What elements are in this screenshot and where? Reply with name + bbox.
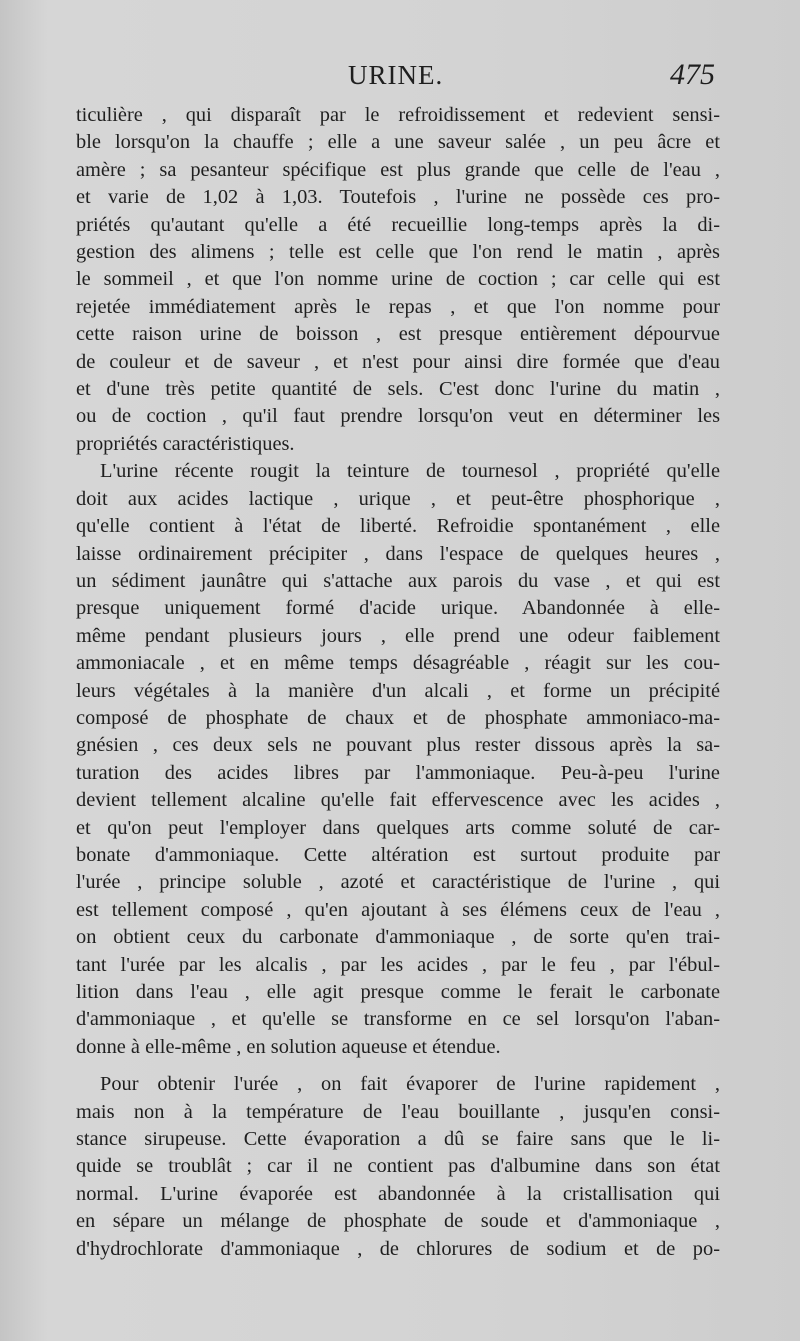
text-line: le sommeil , et que l'on nomme urine de coction ; car celle qui est <box>76 268 720 291</box>
text-line: gestion des alimens ; telle est celle que l'on rend le matin , après <box>76 241 720 264</box>
text-line: amère ; sa pesanteur spécifique est plus grande que celle de l'eau , <box>76 158 720 181</box>
text-line: est tellement composé , qu'en ajoutant à ses élémens ceux de l'eau , <box>76 898 720 921</box>
running-title: URINE. <box>348 60 444 90</box>
paragraph-3 <box>76 1071 720 1263</box>
text-line: et varie de 1,02 à 1,03. Toutefois , l'urine ne possède ces pro- <box>76 186 720 209</box>
text-line: de couleur et de saveur , et n'est pour ainsi dire formée que d'eau <box>76 350 720 373</box>
text-line: normal. L'urine évaporée est abandonnée à la cristallisation qui <box>76 1182 720 1205</box>
text-line: ble lorsqu'on la chauffe ; elle a une saveur salée , un peu âcre et <box>76 131 720 154</box>
text-line: doit aux acides lactique , urique , et peut-être phosphorique , <box>76 487 720 510</box>
text-line: qu'elle contient à l'état de liberté. Refroidie spontanément , elle <box>76 515 720 538</box>
text-line: ou de coction , qu'il faut prendre lorsqu'on veut en déterminer les <box>76 405 720 428</box>
page-number: 475 <box>670 58 715 91</box>
text-line: même pendant plusieurs jours , elle prend une odeur faiblement <box>76 624 720 647</box>
text-line: d'hydrochlorate d'ammoniaque , de chlorures de sodium et de po- <box>76 1237 720 1260</box>
paragraph-2 <box>76 458 720 1061</box>
text-line: lition dans l'eau , elle agit presque comme le ferait le carbonate <box>76 981 720 1003</box>
text-line: composé de phosphate de chaux et de phosphate ammoniaco-ma- <box>76 706 720 729</box>
text-line: turation des acides libres par l'ammoniaque. Peu-à-peu l'urine <box>76 761 720 784</box>
text-line: presque uniquement formé d'acide urique. Abandonnée à elle- <box>76 597 720 620</box>
running-head <box>0 60 800 94</box>
text-line: ammoniacale , et en même temps désagréable , réagit sur les cou- <box>76 652 720 675</box>
text-line: L'urine récente rougit la teinture de tournesol , propriété qu'elle <box>100 460 720 483</box>
text-line: quide se troublât ; car il ne contient pas d'albumine dans son état <box>76 1155 720 1178</box>
body-text <box>76 102 720 1263</box>
text-line: tant l'urée par les alcalis , par les acides , par le feu , par l'ébul- <box>76 953 720 976</box>
text-line: en sépare un mélange de phosphate de soude et d'ammoniaque , <box>76 1210 720 1233</box>
text-line: devient tellement alcaline qu'elle fait effervescence avec les acides , <box>76 789 720 812</box>
text-line: ticulière , qui disparaît par le refroidissement et redevient sensi- <box>76 104 720 126</box>
text-line: donne à elle-même , en solution aqueuse et étendue. <box>76 1035 501 1058</box>
paragraph-1 <box>76 102 720 458</box>
text-line: d'ammoniaque , et qu'elle se transforme en ce sel lorsqu'on l'aban- <box>76 1008 720 1031</box>
text-line: leurs végétales à la manière d'un alcali , et forme un précipité <box>76 679 720 702</box>
text-line: bonate d'ammoniaque. Cette altération est surtout produite par <box>76 843 720 866</box>
text-line: laisse ordinairement précipiter , dans l'espace de quelques heures , <box>76 542 720 565</box>
text-line: priétés qu'autant qu'elle a été recueillie long-temps après la di- <box>76 213 720 236</box>
text-line: cette raison urine de boisson , est presque entièrement dépourvue <box>76 323 720 346</box>
text-line: un sédiment jaunâtre qui s'attache aux parois du vase , et qui est <box>76 569 720 592</box>
text-line: Pour obtenir l'urée , on fait évaporer de l'urine rapidement , <box>100 1073 720 1096</box>
text-line: et d'une très petite quantité de sels. C'est donc l'urine du matin , <box>76 378 720 401</box>
text-line: propriétés caractéristiques. <box>76 432 295 455</box>
text-line: mais non à la température de l'eau bouillante , jusqu'en consi- <box>76 1100 720 1123</box>
text-line: l'urée , principe soluble , azoté et caractéristique de l'urine , qui <box>76 871 720 894</box>
text-line: et qu'on peut l'employer dans quelques arts comme soluté de car- <box>76 816 720 839</box>
text-line: rejetée immédiatement après le repas , et que l'on nomme pour <box>76 295 720 318</box>
text-line: gnésien , ces deux sels ne pouvant plus rester dissous après la sa- <box>76 734 720 757</box>
text-line: stance sirupeuse. Cette évaporation a dû se faire sans que le li- <box>76 1128 720 1151</box>
text-line: on obtient ceux du carbonate d'ammoniaque , de sorte qu'en trai- <box>76 926 720 949</box>
